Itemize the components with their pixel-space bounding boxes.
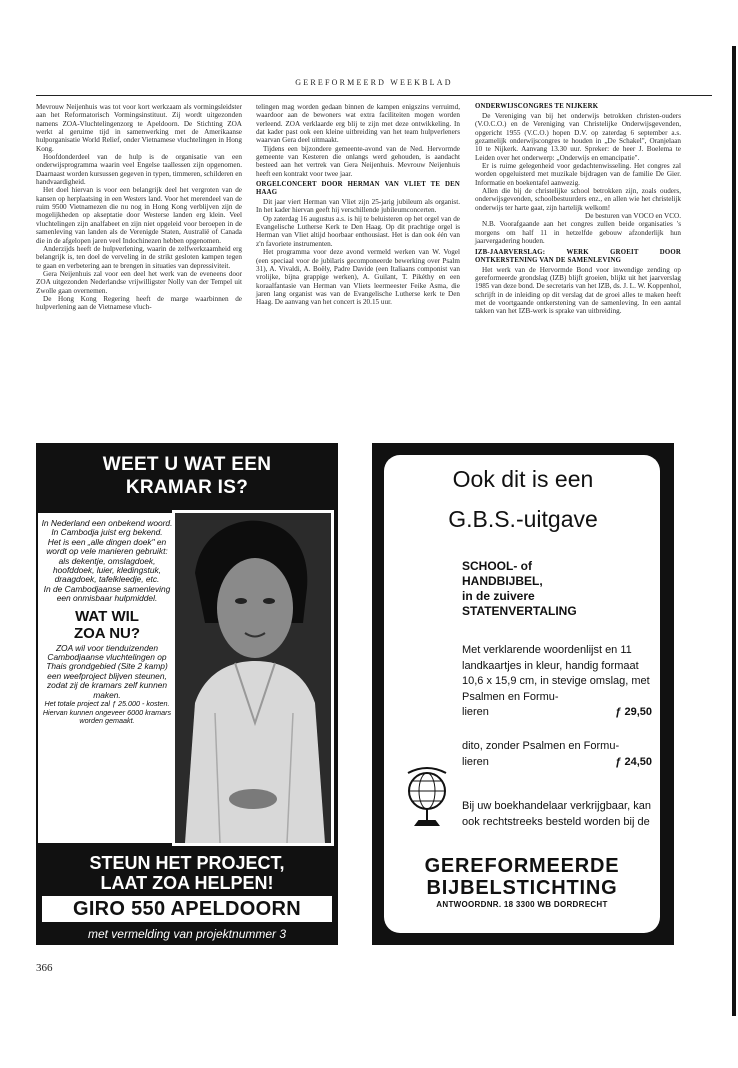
page-number: 366 [36, 962, 53, 974]
paragraph: De Vereniging van bij het onderwijs betrokken christen-ouders (V.O.C.O.) en de Vereniging van Christelijke Onderwijsgevenden, opgericht 1955 (V.C.O.) hopen D.V. op zaterdag 6 september a.s. gezamelijk onderwijscongres te houden in „De Schakel", Oranjelaan 10 te Nijkerk. Aanvang 13.30 uur. Spreker: de heer J. Boelema te Leiden over het onderwerp: „Onderwijs en emancipatie". [475, 112, 681, 162]
paragraph: N.B. Voorafgaande aan het congres zullen beide organisaties 's morgens om half 11 in hetzelfde gebouw afzonderlijk hun jaarvergadering houden. [475, 220, 681, 246]
paragraph: Het werk van de Hervormde Bond voor inwendige zending op gereformeerde grondslag (IZB) blijft groeien, blijkt uit het jaarverslag 1985 van deze bond. De secretaris van het IZB, ds. J. L. W. Koppenhol, schrijft in de inleiding op dit verslag dat de groei alles te maken heeft met de voortgaande ontkerstening van de samenleving. In een aantal takken van het IZB-werk is sprake van uitbreiding. [475, 265, 681, 316]
ad-product-line: SCHOOL- of [462, 559, 532, 573]
ad-body-line: Het is een „alle dingen doek" en wordt op vele manieren gebruikt: als dekentje, omslagdoek, hoofddoek, luier, kledingstuk, draagdoek, tafelkleedje, etc. [46, 536, 168, 585]
paragraph: Tijdens een bijzondere gemeente-avond van de Ned. Hervormde gemeente van Kesteren die onlangs werd gehouden, is aandacht besteed aan het vertrek van Gera Neijenhuis. Mevrouw Neijenhuis heeft een kontrakt voor twee jaar. [256, 144, 460, 178]
price: ƒ 29,50 [615, 706, 652, 718]
price-row [462, 755, 652, 771]
paragraph: Op zaterdag 16 augustus a.s. is hij te beluisteren op het orgel van de Evangelische Lutherse Kerk te Den Haag. Op dit prachtige orgel is Herman van Vliet altijd hoorbaar enthousiast. Het is dan ook één van z'n favoriete instrumenten. [256, 214, 460, 248]
ad-description-text: dito, zonder Psalmen en Formu- [462, 740, 620, 752]
ad-headline-line: WEET U WAT EEN [102, 454, 272, 475]
ad-description [462, 643, 652, 721]
ad-description-text: Met verklarende woordenlijst en 11 landkaartjes in kleur, handig formaat 10,6 x 15,9 cm, in stevige omslag, met Psalmen en Formu- [462, 644, 650, 703]
page-edge-bar [732, 46, 736, 1016]
ad-headline-line: KRAMAR IS? [125, 477, 249, 498]
header-rule [36, 95, 712, 96]
brand-line: BIJBELSTICHTING [426, 877, 618, 899]
paragraph: Gera Neijenhuis zal voor een deel het werk van de eveneens door ZOA uitgezonden Nederlandse vrijwilligster Nolly van der Tempel uit Zwolle gaan overnemen. [36, 269, 242, 295]
paragraph: Mevrouw Neijenhuis was tot voor kort werkzaam als vormingsleidster aan het Reformatorisch Vormingsinstituut. Zij wordt uitgezonden namens ZOA-Vluchtelingenzorg te Apeldoorn. De Stichting ZOA werkt al geruime tijd in samenwerking met de Amerikaanse hulporganisatie World Relief, onder Vietnamese vluchtelingen in Hong Kong. [36, 103, 242, 153]
paragraph: Het doel hiervan is voor een belangrijk deel het vergroten van de kansen op herplaatsing in een Westers land. Voor het merendeel van de ruim 9500 Vietnamezen die nu nog in Hong Kong verblijven zijn de mogelijkheden op akseptatie door Westerse landen erg klein. Veel vluchtelingen zijn analfabeet en zijn niet opgeleid voor beroepen in de samenleving van landen als de Verenigde Staten, Australië of Canada die in de afgelopen jaren veel Indochinezen hebben opgenomen. [36, 186, 242, 245]
paragraph: Er is ruime gelegenheid voor gedachtenwisseling. Het congres zal worden opgeluisterd met muzikale bijdragen van de familie De Gier. Informatie en boekentafel aanwezig. [475, 162, 681, 187]
giro-number: GIRO 550 APELDOORN [40, 894, 334, 924]
ad-cta-line: LAAT ZOA HELPEN! [100, 873, 274, 893]
article-heading: ONDERWIJSCONGRES TE NIJKERK [475, 103, 599, 110]
order-text: Bij uw boekhandelaar verkrijgbaar, kan ook rechtstreeks besteld worden bij de [462, 800, 651, 828]
paragraph: Het programma voor deze avond vermeld werken van W. Vogel (een speciaal voor de jubilaris gecomponeerde bewerking over Psalm 31), A. Vivaldi, A. Boëly, Padre Davide (een Italiaans componist van vrolijke, bijna grappige werken), A. Guilant, T. Pikéthy en een koraalfantasie van Herman van Vliets leermeester Feike Asma, die jaren lang organist was van de Evangelische Lutherse kerk te Den Haag. De aanvang van het concert is 20.15 uur. [256, 248, 460, 307]
ad-body-line: In Nederland een onbekend woord. In Cambodja juist erg bekend. [41, 518, 173, 538]
paragraph: Dit jaar viert Herman van Vliet zijn 25-jarig jubileum als organist. In het kader hiervan geeft hij verschillende jubileumconcerten. [256, 198, 460, 215]
article-heading: IZB-JAARVERSLAG: WERK GROEIT DOOR ONTKERSTENING VAN DE SAMENLEVING [475, 248, 681, 264]
article-column-3 [475, 103, 681, 316]
ad-product-line: HANDBIJBEL, [462, 574, 543, 588]
ad-body-line: Het totale project zal ƒ 25.000 - kosten. Hiervan kunnen ongeveer 6000 kramars worden gemaakt. [42, 699, 172, 725]
gbs-advertisement [372, 443, 674, 945]
signature-line: De besturen van VOCO en VCO. [585, 212, 681, 221]
ad-call-to-action [36, 853, 338, 893]
ad-footer: met vermelding van projektnummer 3 [87, 927, 287, 941]
ad-product-title [462, 559, 652, 619]
ad-description-end: lieren [462, 755, 489, 768]
brand-address: ANTWOORDNR. 18 3300 WB DORDRECHT [436, 900, 608, 909]
child-photo [172, 510, 334, 846]
ad-product-line: STATENVERTALING [462, 604, 577, 618]
ad-headline [36, 453, 338, 499]
paragraph: Hoofdonderdeel van de hulp is de organisatie van een onderwijsprogramma waarin veel Engelse taallessen zijn opgenomen. Daarnaast worden kursussen gegeven in typen, timmeren, schilderen en handvaardigheid. [36, 153, 242, 187]
ad-body-line: ZOA wil voor tienduizenden Cambodjaanse vluchtelingen op Thais grondgebied (Site 2 kamp) een weefproject blijven steunen, zodat zij de kramars zelf kunnen maken. [46, 642, 168, 700]
paragraph: Allen die bij de christelijke school betrokken zijn, zoals ouders, onderwijsgevenden, schoolbestuurders enz., en allen wie het christelijk onderwijs ter harte gaat, zijn hartelijk welkom! [475, 187, 681, 212]
ad-subheading-line: WAT WIL [75, 607, 139, 625]
article-heading: ORGELCONCERT DOOR HERMAN VAN VLIET TE DEN HAAG [256, 181, 460, 197]
paragraph: Anderzijds heeft de hulpverlening, waarin de zelfwerkzaamheid erg belangrijk is, ten doel de verveling in de strikt gesloten kampen tegen te gaan en verbetering aan te brengen in situaties van depressiviteit. [36, 244, 242, 270]
paragraph: telingen mag worden gedaan binnen de kampen enigszins verruimd, waardoor aan de bewoners wat extra faciliteiten mogen worden verleend. ZOA verklaarde erg blij te zijn met deze ontwikkeling. In dat kader past ook een kleine uitbreiding van het team hulpverleners waarvan Gera deel uitmaakt. [256, 103, 460, 145]
ad-body-text [40, 519, 174, 725]
price: ƒ 24,50 [615, 755, 652, 768]
article-column-2 [256, 103, 460, 307]
price-row [462, 705, 652, 721]
ad-product-line: in de zuivere [462, 589, 535, 603]
globe-icon [402, 765, 452, 836]
article-column-1 [36, 103, 242, 312]
page-header: GEREFORMEERD WEEKBLAD [295, 78, 453, 87]
ad-subheading [40, 608, 174, 642]
ad-cta-line: STEUN HET PROJECT, [89, 853, 285, 873]
ad-description-end: lieren [462, 706, 489, 718]
ad-title: Ook dit is een [452, 466, 594, 492]
publisher-brand [384, 855, 660, 911]
zoa-advertisement [36, 443, 338, 945]
ad-title: G.B.S.-uitgave [448, 506, 598, 532]
ad-description-alt [462, 739, 652, 770]
ad-subheading-line: ZOA NU? [73, 624, 141, 642]
brand-line: GEREFORMEERDE [424, 855, 620, 877]
ad-body-line: In de Cambodjaanse samenleving een onmisbaar hulpmiddel. [43, 583, 171, 604]
paragraph: De Hong Kong Regering heeft de marge waarbinnen de hulpverlening aan de Vietnamese vluch- [36, 294, 242, 312]
